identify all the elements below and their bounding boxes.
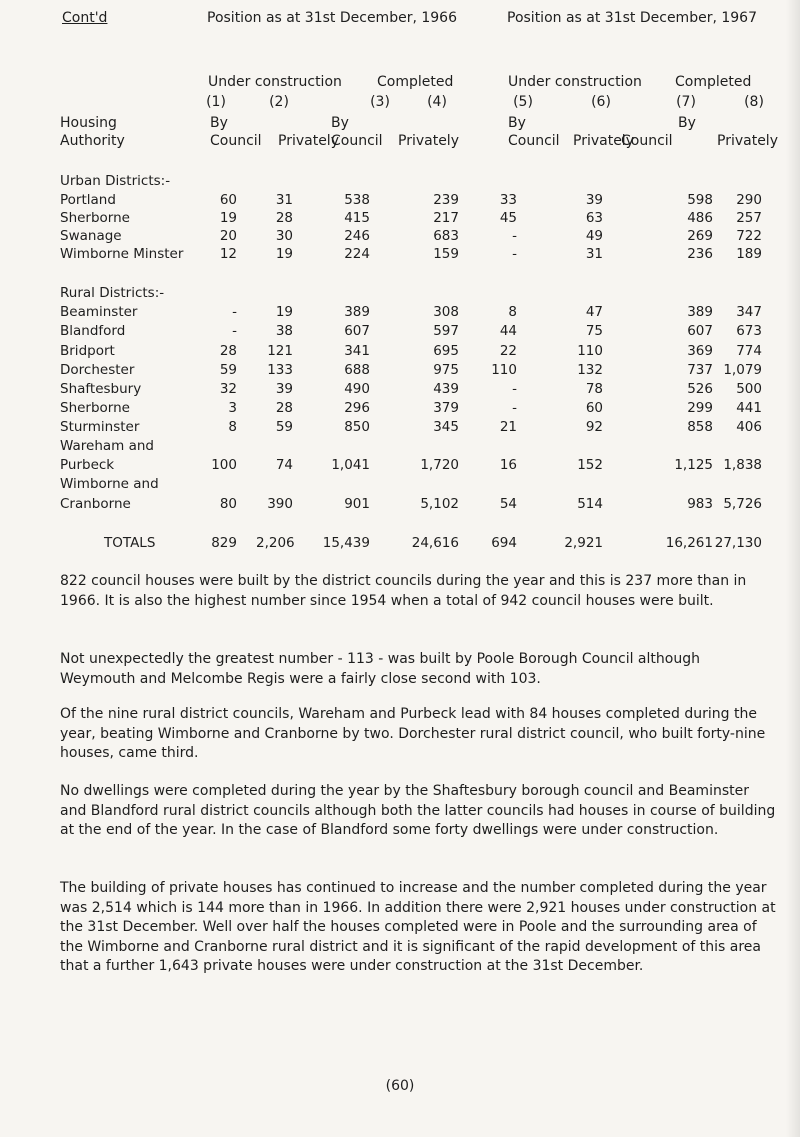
row-name: Sturminster [60,419,140,435]
cell: 16 [499,457,517,473]
cell: 75 [585,323,603,339]
cell: 683 [433,228,459,244]
cell: 688 [344,362,370,378]
cell: 850 [344,419,370,435]
cell: 673 [736,323,762,339]
col-1-number: (1) [206,94,226,110]
row-name: Beaminster [60,304,138,320]
cell: 74 [275,457,293,473]
cell: 737 [687,362,713,378]
total-cell: 829 [211,535,237,551]
cell: 246 [344,228,370,244]
cell: 44 [499,323,517,339]
paragraph: No dwellings were completed during the year by the Shaftesbury borough council and Beaminster and Blandford rural district councils although both the latter councils had houses in course of building at the end of the year. In the case of Blandford some forty dwellings were under construction. [60,783,776,838]
cell: 490 [344,381,370,397]
row-name: Swanage [60,228,122,244]
cell: 80 [219,496,237,512]
cell: 983 [687,496,713,512]
col-3-number: (3) [370,94,390,110]
cell: 8 [228,419,237,435]
col-4-number: (4) [427,94,447,110]
cell: 189 [736,246,762,262]
cell: 439 [433,381,459,397]
cell: 597 [433,323,459,339]
cell: 60 [585,400,603,416]
row-name: Portland [60,192,116,208]
paragraph: Not unexpectedly the greatest number - 113 - was built by Poole Borough Council although Weymouth and Melcombe Regis were a fairly close second with 103. [60,651,700,687]
cell: 224 [344,246,370,262]
position-1967-heading: Position as at 31st December, 1967 [507,10,757,26]
row-name-line1: Wareham and [60,438,154,454]
cell: 39 [585,192,603,208]
cell: 269 [687,228,713,244]
cell: 19 [275,246,293,262]
cell: 379 [433,400,459,416]
cell: 59 [275,419,293,435]
col-3-by: By [331,115,349,131]
cell: 901 [344,496,370,512]
cell: 92 [585,419,603,435]
cell: 47 [585,304,603,320]
cell: 110 [577,343,603,359]
cell: 159 [433,246,459,262]
cell: 389 [687,304,713,320]
cell: - [232,304,237,320]
cell: 299 [687,400,713,416]
cell: - [512,228,517,244]
total-cell: 694 [491,535,517,551]
col-5-by: By [508,115,526,131]
row-name: Cranborne [60,496,131,512]
cell: 39 [275,381,293,397]
cell: 347 [736,304,762,320]
cell: 1,720 [420,457,459,473]
cell: - [512,400,517,416]
cell: 415 [344,210,370,226]
total-cell: 24,616 [411,535,459,551]
col-1-by: By [210,115,228,131]
cell: 5,726 [723,496,762,512]
cell: 257 [736,210,762,226]
cell: 975 [433,362,459,378]
col-7-council: Council [621,133,673,149]
cell: 28 [219,343,237,359]
row-name: Shaftesbury [60,381,142,397]
cell: 296 [344,400,370,416]
cell: 63 [585,210,603,226]
cell: 60 [219,192,237,208]
cell: 110 [491,362,517,378]
cell: 236 [687,246,713,262]
cell: 538 [344,192,370,208]
cell: 3 [228,400,237,416]
cell: 345 [433,419,459,435]
page-edge-shadow [786,0,800,1137]
row-name: Wimborne Minster [60,246,184,262]
col-7-by: By [678,115,696,131]
cell: 59 [219,362,237,378]
cell: 21 [499,419,517,435]
col-2-number: (2) [269,94,289,110]
cell: 389 [344,304,370,320]
cell: 239 [433,192,459,208]
col-3-council: Council [331,133,383,149]
cell: 500 [736,381,762,397]
cell: 858 [687,419,713,435]
cell: - [232,323,237,339]
cell: - [512,246,517,262]
cell: 132 [577,362,603,378]
cell: 38 [275,323,293,339]
cell: 30 [275,228,293,244]
cell: 1,838 [723,457,762,473]
cell: 31 [585,246,603,262]
cell: 526 [687,381,713,397]
cell: 32 [219,381,237,397]
row-name-line1: Wimborne and [60,476,159,492]
cell: 341 [344,343,370,359]
cell: - [512,381,517,397]
cell: 33 [499,192,517,208]
cell: 308 [433,304,459,320]
col-8-number: (8) [744,94,764,110]
cell: 45 [499,210,517,226]
col-4-privately: Privately [398,133,459,149]
cell: 5,102 [420,496,459,512]
cell: 1,041 [331,457,370,473]
cell: 722 [736,228,762,244]
cell: 1,125 [674,457,713,473]
row-name: Bridport [60,343,115,359]
cell: 486 [687,210,713,226]
cell: 54 [499,496,517,512]
cell: 607 [687,323,713,339]
row-name: Sherborne [60,210,130,226]
cell: 406 [736,419,762,435]
col-6-number: (6) [591,94,611,110]
completed-1967-heading: Completed [675,74,752,90]
cell: 695 [433,343,459,359]
authority-label: Authority [60,133,125,149]
rural-districts-heading: Rural Districts:- [60,285,165,301]
cell: 598 [687,192,713,208]
cell: 28 [275,210,293,226]
col-7-number: (7) [676,94,696,110]
total-cell: 27,130 [714,535,762,551]
completed-1966-heading: Completed [377,74,454,90]
total-cell: 2,206 [256,535,295,551]
row-name: Dorchester [60,362,135,378]
cell: 49 [585,228,603,244]
cell: 20 [219,228,237,244]
col-8-privately: Privately [717,133,778,149]
total-cell: 15,439 [322,535,370,551]
cell: 31 [275,192,293,208]
contd-label: Cont'd [62,10,108,26]
paragraph: The building of private houses has continued to increase and the number completed during the year was 2,514 which is 144 more than in 1966. In addition there were 2,921 houses under construction at the 31st December. Well over half the houses completed were in Poole and the surrounding area of the Wimborne and Cranborne rural district and it is significant of the rapid development of this area that a further 1,643 private houses were under construction at the 31st December. [60,880,776,974]
col-2-privately: Privately [278,133,339,149]
total-cell: 2,921 [564,535,603,551]
under-construction-1967-heading: Under construction [508,74,642,90]
cell: 369 [687,343,713,359]
under-construction-1966-heading: Under construction [208,74,342,90]
cell: 1,079 [723,362,762,378]
cell: 28 [275,400,293,416]
cell: 152 [577,457,603,473]
row-name: Purbeck [60,457,115,473]
cell: 19 [219,210,237,226]
urban-districts-heading: Urban Districts:- [60,173,171,189]
paragraph: 822 council houses were built by the district councils during the year and this is 237 more than in 1966. It is also the highest number since 1954 when a total of 942 council houses were built. [60,573,747,609]
col-5-number: (5) [513,94,533,110]
row-name: Sherborne [60,400,130,416]
cell: 22 [499,343,517,359]
cell: 441 [736,400,762,416]
total-cell: 16,261 [665,535,713,551]
totals-label: TOTALS [104,535,156,551]
cell: 12 [219,246,237,262]
cell: 19 [275,304,293,320]
cell: 78 [585,381,603,397]
cell: 100 [211,457,237,473]
cell: 607 [344,323,370,339]
cell: 390 [267,496,293,512]
col-1-council: Council [210,133,262,149]
position-1966-heading: Position as at 31st December, 1966 [207,10,457,26]
cell: 514 [577,496,603,512]
cell: 217 [433,210,459,226]
cell: 290 [736,192,762,208]
row-name: Blandford [60,323,126,339]
housing-label: Housing [60,115,117,131]
page-number: (60) [385,1078,415,1094]
col-6-privately: Privately [573,133,634,149]
cell: 774 [736,343,762,359]
col-5-council: Council [508,133,560,149]
cell: 133 [267,362,293,378]
paragraph: Of the nine rural district councils, Wareham and Purbeck lead with 84 houses completed during the year, beating Wimborne and Cranborne by two. Dorchester rural district council, who built forty-nine houses, came third. [60,706,766,761]
cell: 121 [267,343,293,359]
cell: 8 [508,304,517,320]
